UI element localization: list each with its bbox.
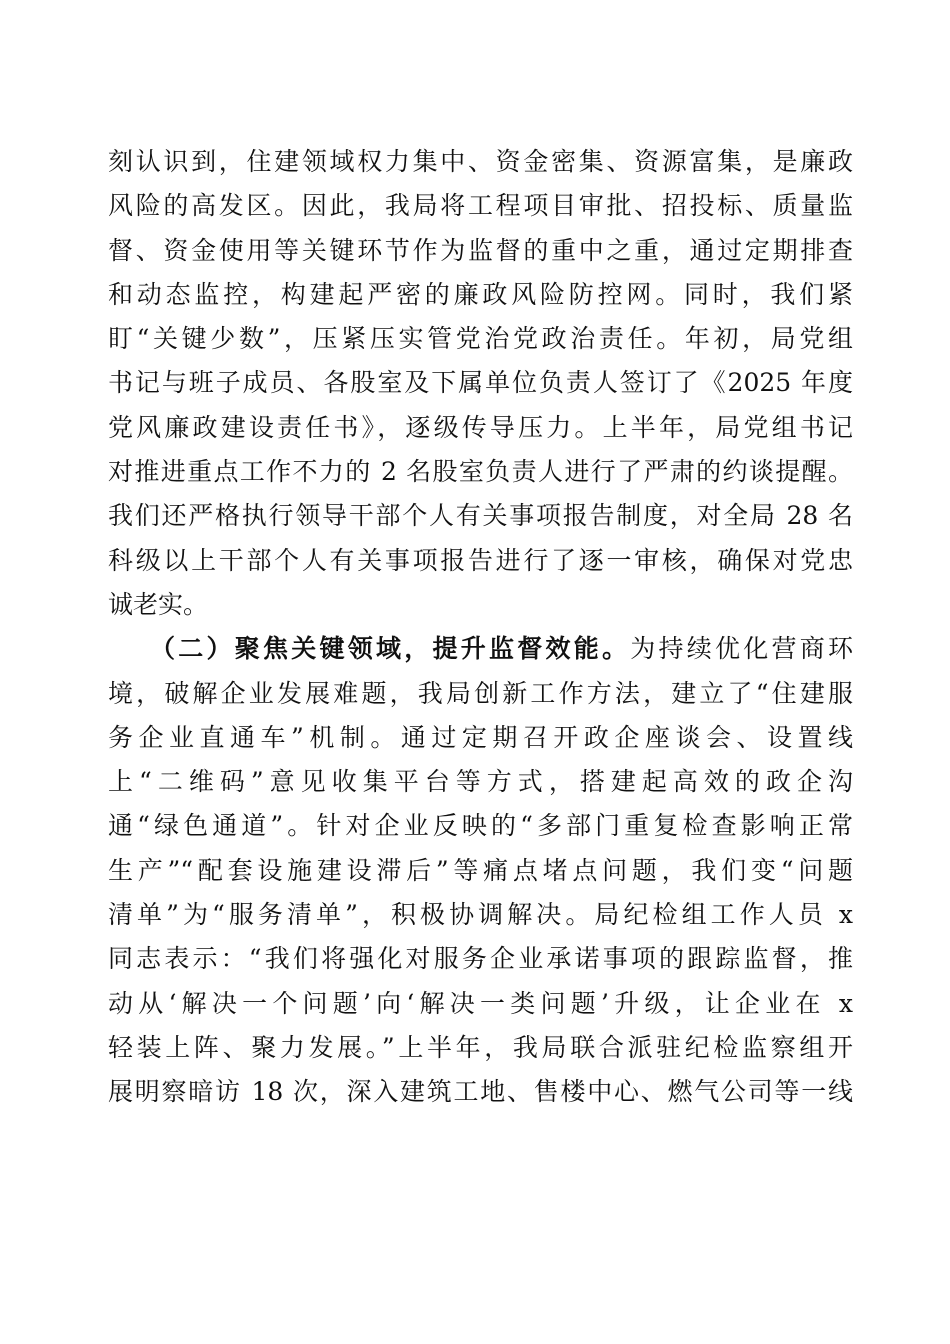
text-line: 党风廉政建设责任书》，逐级传导压力。上半年，局党组书记 — [108, 412, 853, 442]
text-line: 督、资金使用等关键环节作为监督的重中之重，通过定期排查 — [108, 235, 853, 265]
text-line: 展明察暗访 18 次，深入建筑工地、售楼中心、燃气公司等一线 — [108, 1077, 853, 1107]
text-line: 生产”“配套设施建设滞后”等痛点堵点问题，我们变“问题 — [108, 855, 853, 885]
text-line: 上“二维码”意见收集平台等方式，搭建起高效的政企沟 — [108, 767, 853, 797]
text-line: 书记与班子成员、各股室及下属单位负责人签订了《2025 年度 — [108, 368, 853, 398]
text-line: 动从‘解决一个问题’向‘解决一类问题’升级，让企业在 x — [108, 988, 853, 1018]
text-line: 清单”为“服务清单”，积极协调解决。局纪检组工作人员 x — [108, 900, 853, 930]
paragraph-2-first-line — [108, 627, 853, 671]
text-line: 同志表示：“我们将强化对服务企业承诺事项的跟踪监督，推 — [108, 944, 853, 974]
text-line: 通“绿色通道”。针对企业反映的“多部门重复检查影响正常 — [108, 811, 853, 841]
text-line: 刻认识到，住建领域权力集中、资金密集、资源富集，是廉政 — [108, 147, 853, 176]
text-line: 对推进重点工作不力的 2 名股室负责人进行了严肃的约谈提醒。 — [108, 457, 853, 487]
text-line: 盯“关键少数”，压紧压实管党治党政治责任。年初，局党组 — [108, 324, 853, 354]
text-line: 诚老实。 — [108, 589, 209, 619]
document-body — [108, 140, 853, 1115]
paragraph-1 — [108, 140, 853, 627]
section-heading: （二）聚焦关键领域，提升监督效能。 — [150, 634, 631, 664]
text-fragment: 为持续优化营商环 — [630, 634, 853, 664]
text-line: 风险的高发区。因此，我局将工程项目审批、招投标、质量监 — [108, 191, 853, 221]
text-line: 科级以上干部个人有关事项报告进行了逐一审核，确保对党忠 — [108, 545, 853, 575]
text-line: 轻装上阵、聚力发展。”上半年，我局联合派驻纪检监察组开 — [108, 1032, 853, 1062]
text-line: 务企业直通车”机制。通过定期召开政企座谈会、设置线 — [108, 722, 853, 752]
paragraph-2 — [108, 627, 853, 1114]
text-line: 和动态监控，构建起严密的廉政风险防控网。同时，我们紧 — [108, 279, 853, 309]
text-line: 我们还严格执行领导干部个人有关事项报告制度，对全局 28 名 — [108, 501, 853, 531]
text-line: 境，破解企业发展难题，我局创新工作方法，建立了“住建服 — [108, 678, 853, 708]
